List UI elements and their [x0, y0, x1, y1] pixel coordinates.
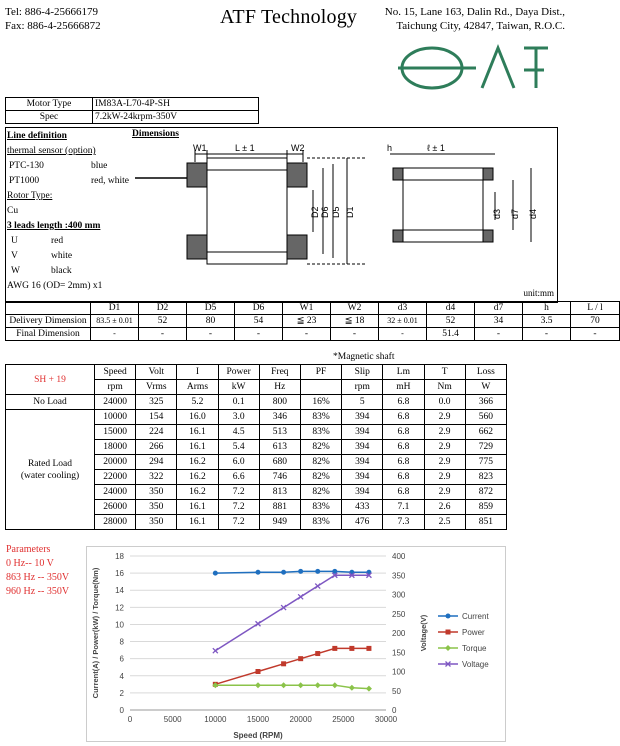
perf-cell: 394 — [342, 455, 383, 470]
w1-label: W1 — [193, 143, 207, 153]
y2-tick-label: 50 — [392, 686, 401, 696]
x-tick-label: 5000 — [163, 715, 182, 724]
table-row — [6, 315, 620, 328]
data-point — [256, 669, 261, 674]
dim-cell: 52 — [139, 315, 187, 328]
perf-cell: 294 — [136, 455, 177, 470]
perf-cell: 6.8 — [383, 455, 424, 470]
perf-cell: 729 — [465, 440, 506, 455]
dim-header-cell: h — [523, 302, 571, 315]
data-point — [256, 621, 261, 626]
perf-cell: 5 — [342, 395, 383, 410]
tel-text: Tel: 886-4-25666179 — [5, 6, 99, 18]
dim-header-cell: d7 — [475, 302, 523, 315]
dim-row-label: Delivery Dimension — [6, 315, 91, 328]
perf-cell: 224 — [136, 425, 177, 440]
dim-cell: - — [331, 328, 379, 341]
y-tick-label: 16 — [115, 569, 124, 579]
line-definition-section — [7, 129, 129, 294]
dim-header-cell: D2 — [139, 302, 187, 315]
data-point — [213, 648, 218, 653]
perf-unit-cell: kW — [218, 380, 259, 395]
dim-cell: - — [571, 328, 620, 341]
perf-cell: 2.9 — [424, 470, 465, 485]
lead-row-v: V white — [11, 251, 73, 261]
perf-header-cell: Lm — [383, 365, 424, 380]
company-title: ATF Technology — [220, 6, 358, 28]
d4-label: d4 — [528, 208, 538, 219]
perf-unit-cell: Hz — [259, 380, 300, 395]
perf-header-cell: Volt — [136, 365, 177, 380]
stator-end-top-right — [287, 163, 307, 187]
dim-header-cell: L / l — [571, 302, 620, 315]
performance-chart — [86, 546, 506, 742]
perf-cell: 872 — [465, 485, 506, 500]
perf-cell: 16.1 — [177, 500, 218, 515]
perf-cell: 83% — [300, 410, 341, 425]
perf-cell: 7.1 — [383, 500, 424, 515]
y-tick-label: 8 — [119, 637, 124, 647]
x-tick-label: 20000 — [289, 715, 312, 724]
perf-cell: 346 — [259, 410, 300, 425]
perf-cell: 83% — [300, 425, 341, 440]
rated-label-line-1: Rated Load — [27, 458, 73, 469]
perf-cell: 24000 — [95, 485, 136, 500]
data-point — [298, 594, 303, 599]
dimensions-heading: Dimensions — [132, 129, 179, 139]
data-point — [281, 682, 287, 688]
data-point — [349, 685, 355, 691]
perf-cell: 24000 — [95, 395, 136, 410]
dim-cell: 52 — [427, 315, 475, 328]
lead-row-w: W black — [11, 266, 72, 276]
perf-header-cell: Slip — [342, 365, 383, 380]
motor-type-value: IM83A-L70-4P-SH — [93, 98, 259, 111]
perf-unit-cell: rpm — [342, 380, 383, 395]
perf-header-cell: Power — [218, 365, 259, 380]
data-point — [366, 686, 372, 692]
dim-header-cell: D5 — [187, 302, 235, 315]
perf-cell: 6.8 — [383, 470, 424, 485]
model-label-cell: SH + 19 — [6, 365, 95, 395]
header-contact — [5, 5, 101, 33]
y-tick-label: 12 — [115, 603, 124, 613]
sensor-heading: thermal sensor (option) — [7, 146, 96, 156]
x-tick-label: 30000 — [374, 715, 398, 724]
legend-label-power: Power — [462, 628, 485, 637]
dim-cell: - — [139, 328, 187, 341]
legend-marker — [446, 630, 451, 635]
dim-cell: ≦ 18 — [331, 315, 379, 328]
perf-cell: 350 — [136, 500, 177, 515]
data-point — [332, 646, 337, 651]
perf-cell: 82% — [300, 455, 341, 470]
perf-cell: 2.9 — [424, 410, 465, 425]
perf-cell: 7.2 — [218, 515, 259, 530]
perf-cell: 613 — [259, 440, 300, 455]
perf-cell: 881 — [259, 500, 300, 515]
dim-cell: 80 — [187, 315, 235, 328]
perf-cell: 83% — [300, 515, 341, 530]
perf-cell: 394 — [342, 470, 383, 485]
data-point — [315, 584, 320, 589]
perf-cell: 350 — [136, 515, 177, 530]
perf-cell: 82% — [300, 485, 341, 500]
perf-cell: 16% — [300, 395, 341, 410]
sensor-row-1: PTC-130 blue — [9, 161, 108, 171]
dim-header-cell: d4 — [427, 302, 475, 315]
perf-cell: 2.6 — [424, 500, 465, 515]
data-point — [332, 682, 338, 688]
dim-cell: 70 — [571, 315, 620, 328]
data-point — [255, 682, 261, 688]
y2-tick-label: 150 — [392, 648, 406, 658]
legend-marker — [445, 645, 451, 651]
dim-cell: - — [379, 328, 427, 341]
perf-cell: 16.0 — [177, 410, 218, 425]
w2-label: W2 — [291, 143, 305, 153]
spec-label: Spec — [6, 111, 93, 124]
magnetic-shaft-note: *Magnetic shaft — [333, 352, 395, 362]
y-tick-label: 0 — [119, 706, 124, 715]
chart-frame — [87, 547, 506, 742]
dim-cell: 34 — [475, 315, 523, 328]
y2-tick-label: 250 — [392, 609, 406, 619]
x-axis-label: Speed (RPM) — [233, 731, 283, 740]
leads-heading: 3 leads length :400 mm — [7, 221, 101, 231]
legend-label-voltage: Voltage — [462, 660, 489, 669]
awg-text: AWG 16 (OD= 2mm) x1 — [7, 281, 103, 291]
perf-cell: 6.8 — [383, 410, 424, 425]
performance-table — [5, 364, 507, 530]
perf-cell: 4.5 — [218, 425, 259, 440]
dim-header-cell — [6, 302, 91, 315]
perf-cell: 2.9 — [424, 440, 465, 455]
data-point — [298, 656, 303, 661]
stator-body — [207, 158, 287, 264]
data-point — [298, 682, 304, 688]
spec-value: 7.2kW-24krpm-350V — [93, 111, 259, 124]
perf-cell: 859 — [465, 500, 506, 515]
model-table — [5, 97, 259, 124]
perf-cell: 6.8 — [383, 425, 424, 440]
legend-label-torque: Torque — [462, 644, 487, 653]
table-row — [6, 410, 507, 425]
perf-cell: 6.8 — [383, 440, 424, 455]
perf-cell: 394 — [342, 485, 383, 500]
x-tick-label: 15000 — [246, 715, 270, 724]
perf-cell: 325 — [136, 395, 177, 410]
perf-unit-cell: Vrms — [136, 380, 177, 395]
perf-cell: 16.2 — [177, 455, 218, 470]
y-tick-label: 6 — [119, 654, 124, 664]
perf-unit-cell — [300, 380, 341, 395]
perf-cell: 6.8 — [383, 395, 424, 410]
data-point — [256, 570, 261, 575]
perf-cell: 394 — [342, 410, 383, 425]
series-line-voltage — [215, 575, 369, 650]
dim-header-cell: W1 — [283, 302, 331, 315]
y2-tick-label: 200 — [392, 629, 406, 638]
y2-tick-label: 300 — [392, 590, 406, 600]
perf-cell: 350 — [136, 485, 177, 500]
address-line-1: No. 15, Lane 163, Dalin Rd., Daya Dist., — [384, 6, 565, 18]
y2-tick-label: 0 — [392, 706, 397, 715]
y2-tick-label: 400 — [392, 552, 406, 561]
perf-cell: 16.2 — [177, 485, 218, 500]
perf-cell: 266 — [136, 440, 177, 455]
perf-cell: 800 — [259, 395, 300, 410]
d5-label: D5 — [331, 206, 341, 218]
y2-tick-label: 350 — [392, 571, 406, 581]
perf-cell: 6.6 — [218, 470, 259, 485]
perf-cell: 560 — [465, 410, 506, 425]
perf-cell: 22000 — [95, 470, 136, 485]
rated-load-label — [6, 410, 95, 530]
perf-cell: 775 — [465, 455, 506, 470]
dim-cell: - — [523, 328, 571, 341]
dim-cell: - — [283, 328, 331, 341]
y-tick-label: 2 — [119, 688, 124, 698]
perf-cell: 662 — [465, 425, 506, 440]
perf-header-cell: T — [424, 365, 465, 380]
perf-header-cell: PF — [300, 365, 341, 380]
d6-label: D6 — [320, 206, 330, 218]
parameter-line-2: 863 Hz -- 350V — [6, 572, 70, 583]
l-label: L ± 1 — [235, 143, 255, 153]
lead-row-u: U red — [11, 236, 64, 246]
perf-header-cell: Freq — [259, 365, 300, 380]
fax-text: Fax: 886-4-25666872 — [5, 20, 101, 32]
x-tick-label: 0 — [127, 715, 133, 724]
data-point — [281, 661, 286, 666]
dim-cell: ≦ 23 — [283, 315, 331, 328]
perf-cell: 513 — [259, 425, 300, 440]
x-tick-label: 25000 — [332, 715, 355, 724]
rated-label-line-2: (water cooling) — [20, 470, 80, 481]
perf-header-cell: Loss — [465, 365, 506, 380]
perf-unit-cell: mH — [383, 380, 424, 395]
dim-header-cell: D6 — [235, 302, 283, 315]
perf-cell: 746 — [259, 470, 300, 485]
parameters-title: Parameters — [6, 544, 51, 555]
line-definition-heading: Line definition — [7, 131, 67, 141]
series-line-power — [215, 648, 369, 684]
data-point — [366, 646, 371, 651]
perf-cell: 2.5 — [424, 515, 465, 530]
data-point — [298, 569, 303, 574]
dim-cell: - — [235, 328, 283, 341]
perf-cell: 0.1 — [218, 395, 259, 410]
company-logo — [398, 42, 558, 92]
perf-cell: 2.9 — [424, 425, 465, 440]
dim-cell: 83.5 ± 0.01 — [91, 315, 139, 328]
perf-header-cell: I — [177, 365, 218, 380]
header-address — [385, 5, 565, 33]
data-point — [349, 646, 354, 651]
perf-cell: 6.0 — [218, 455, 259, 470]
motor-type-label: Motor Type — [6, 98, 93, 111]
rotor-body — [403, 168, 483, 242]
legend-marker — [446, 614, 451, 619]
dim-header-cell: d3 — [379, 302, 427, 315]
perf-cell: 20000 — [95, 455, 136, 470]
sensor-row-2: PT1000 red, white — [9, 176, 129, 186]
legend-label-current: Current — [462, 612, 489, 621]
perf-cell: 15000 — [95, 425, 136, 440]
dim-header-cell: W2 — [331, 302, 379, 315]
y-tick-label: 14 — [115, 586, 124, 596]
d2-label: D2 — [310, 206, 320, 218]
rotor-heading: Rotor Type: — [7, 191, 53, 201]
d3-label: d3 — [492, 208, 502, 219]
perf-cell: 6.8 — [383, 485, 424, 500]
perf-cell: 813 — [259, 485, 300, 500]
unit-text: unit:mm — [523, 288, 554, 298]
perf-cell: 3.0 — [218, 410, 259, 425]
d7-label: d7 — [510, 208, 520, 219]
perf-cell: 16.1 — [177, 425, 218, 440]
dim-cell: - — [475, 328, 523, 341]
perf-cell: 949 — [259, 515, 300, 530]
perf-cell: 2.9 — [424, 485, 465, 500]
dimension-table — [5, 301, 620, 341]
perf-cell: 394 — [342, 440, 383, 455]
data-point — [281, 570, 286, 575]
perf-cell: 18000 — [95, 440, 136, 455]
perf-cell: 433 — [342, 500, 383, 515]
dim-cell: - — [187, 328, 235, 341]
perf-cell: 5.4 — [218, 440, 259, 455]
perf-cell: 680 — [259, 455, 300, 470]
table-row — [6, 328, 620, 341]
stator-end-top-left — [187, 163, 207, 187]
dim-cell: 54 — [235, 315, 283, 328]
perf-cell: 154 — [136, 410, 177, 425]
h-label: h — [387, 143, 393, 153]
perf-cell: 823 — [465, 470, 506, 485]
perf-cell: 16.1 — [177, 440, 218, 455]
perf-cell: 0.0 — [424, 395, 465, 410]
dimension-drawing — [135, 140, 555, 260]
data-point — [315, 682, 321, 688]
perf-cell: 322 — [136, 470, 177, 485]
perf-unit-cell: rpm — [95, 380, 136, 395]
perf-cell: 83% — [300, 500, 341, 515]
y-tick-label: 18 — [115, 552, 124, 561]
dim-row-label: Final Dimension — [6, 328, 91, 341]
lr-label: ℓ ± 1 — [427, 143, 445, 153]
d1-label: D1 — [345, 206, 355, 218]
rotor-value: Cu — [7, 206, 19, 216]
y2-axis-label: Voltage(V) — [419, 614, 428, 652]
dim-cell: 32 ± 0.01 — [379, 315, 427, 328]
parameter-line-1: 0 Hz-- 10 V — [6, 558, 54, 569]
perf-cell: 82% — [300, 440, 341, 455]
dim-cell: 51.4 — [427, 328, 475, 341]
dim-header-cell: D1 — [91, 302, 139, 315]
perf-header-cell: Speed — [95, 365, 136, 380]
dim-cell: 3.5 — [523, 315, 571, 328]
table-row — [6, 395, 507, 410]
perf-cell: 394 — [342, 425, 383, 440]
address-line-2: Taichung City, 42847, Taiwan, R.O.C. — [396, 20, 565, 32]
perf-cell: 476 — [342, 515, 383, 530]
stator-end-bottom-left — [187, 235, 207, 259]
data-point — [213, 571, 218, 576]
no-load-label: No Load — [6, 395, 95, 410]
y2-tick-label: 100 — [392, 667, 406, 677]
y-tick-label: 4 — [119, 671, 124, 681]
dim-cell: - — [91, 328, 139, 341]
y-axis-label: Current(A) / Power(kW) / Torque(Nm) — [91, 567, 100, 699]
perf-cell: 16.2 — [177, 470, 218, 485]
parameters-block — [6, 543, 69, 599]
perf-cell: 28000 — [95, 515, 136, 530]
perf-unit-cell: Arms — [177, 380, 218, 395]
x-tick-label: 10000 — [204, 715, 227, 724]
perf-cell: 26000 — [95, 500, 136, 515]
stator-end-bottom-right — [287, 235, 307, 259]
y-tick-label: 10 — [115, 620, 124, 630]
perf-cell: 366 — [465, 395, 506, 410]
parameter-line-3: 960 Hz -- 350V — [6, 586, 70, 597]
perf-cell: 851 — [465, 515, 506, 530]
perf-cell: 7.3 — [383, 515, 424, 530]
series-line-torque — [215, 685, 369, 688]
data-point — [315, 569, 320, 574]
perf-cell: 16.1 — [177, 515, 218, 530]
data-point — [315, 651, 320, 656]
perf-unit-cell: W — [465, 380, 506, 395]
perf-cell: 7.2 — [218, 500, 259, 515]
perf-unit-cell: Nm — [424, 380, 465, 395]
perf-cell: 82% — [300, 470, 341, 485]
perf-cell: 7.2 — [218, 485, 259, 500]
perf-cell: 5.2 — [177, 395, 218, 410]
perf-cell: 2.9 — [424, 455, 465, 470]
perf-cell: 10000 — [95, 410, 136, 425]
